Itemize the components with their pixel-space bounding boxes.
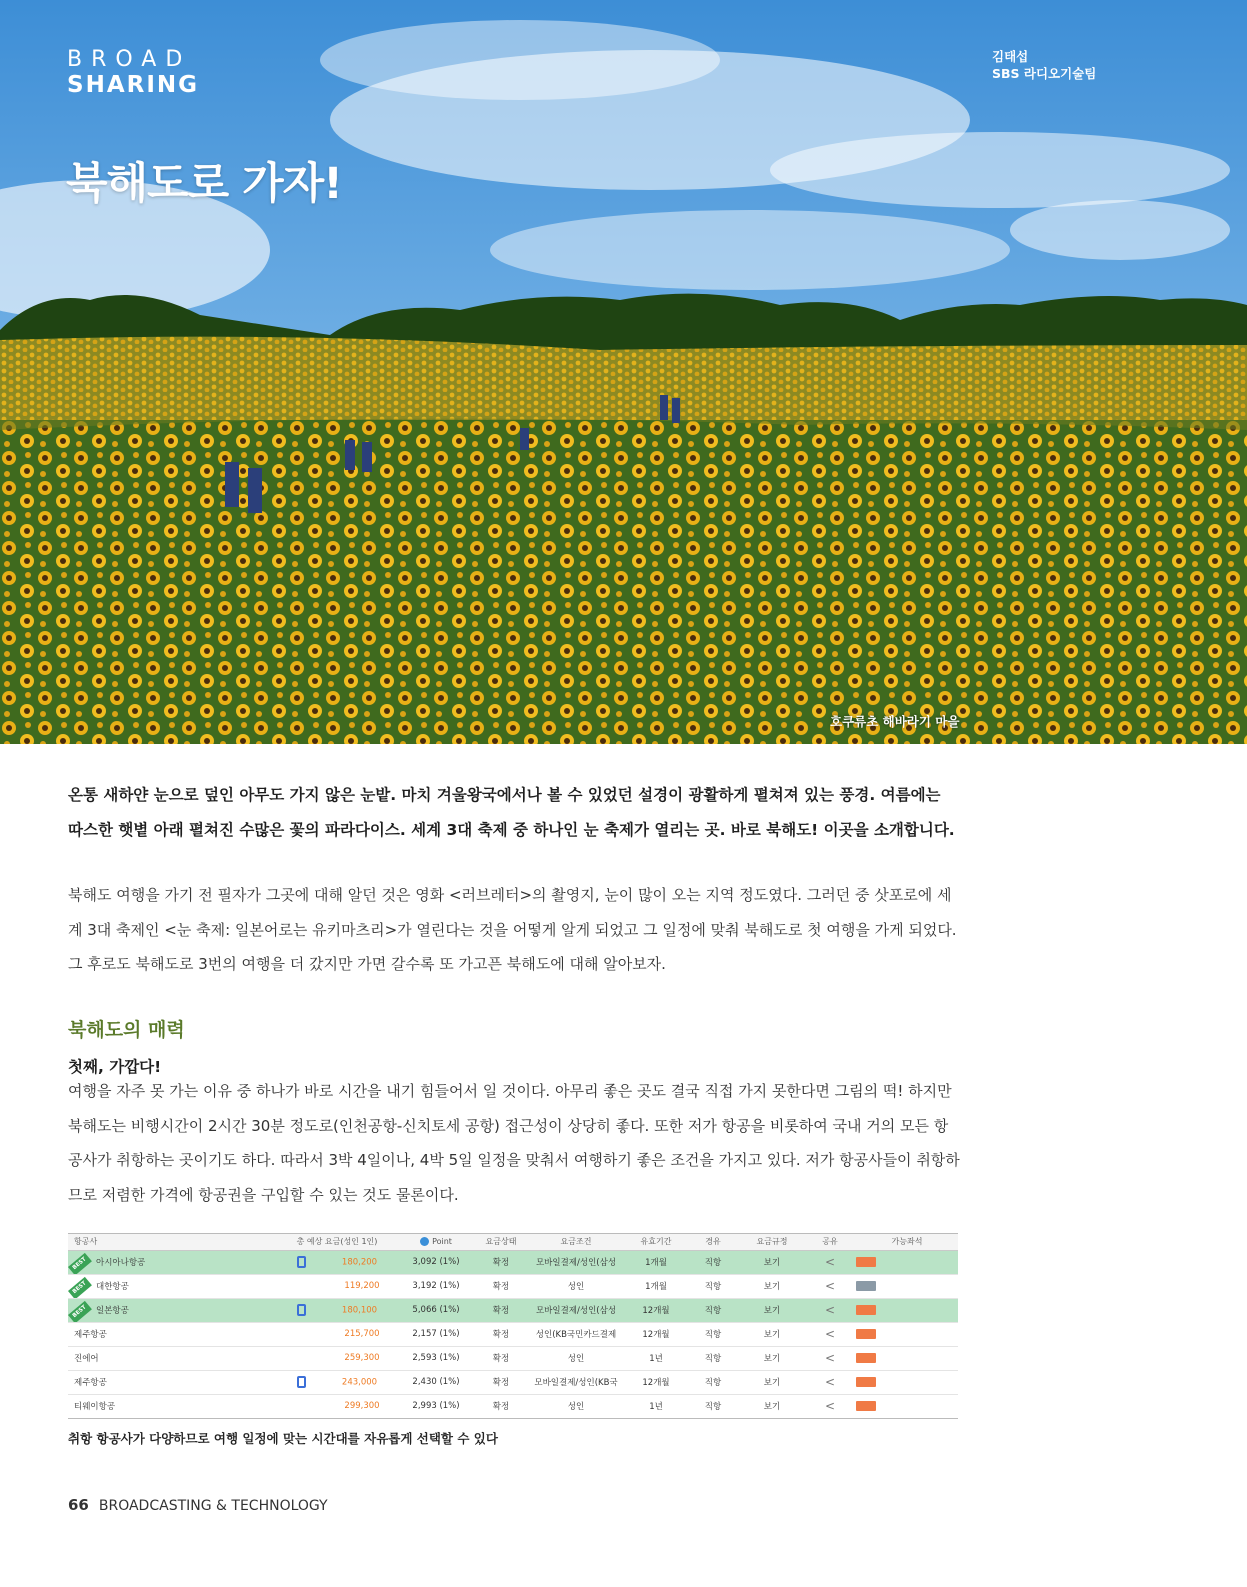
point-cell: 2,993 (1%)	[396, 1394, 476, 1418]
point-cell: 2,430 (1%)	[396, 1370, 476, 1394]
seat-flag-icon	[856, 1401, 876, 1411]
photo-caption: 호쿠류초 해바라기 마을	[830, 714, 960, 729]
col-rule: 요금규정	[740, 1234, 804, 1250]
status-cell: 확정	[476, 1298, 526, 1322]
condition-cell: 성인	[526, 1394, 626, 1418]
condition-cell: 성인	[526, 1274, 626, 1298]
price-cell: 243,000	[278, 1370, 396, 1394]
fare-table-screenshot	[68, 1233, 958, 1419]
seats-cell	[856, 1394, 958, 1418]
seat-flag-icon	[856, 1257, 876, 1267]
via-cell: 직항	[686, 1298, 740, 1322]
table-row[interactable]	[68, 1274, 958, 1298]
seat-flag-icon	[856, 1305, 876, 1315]
page-number: 66	[68, 1496, 89, 1514]
table-row[interactable]	[68, 1346, 958, 1370]
page-footer	[68, 1496, 328, 1514]
condition-cell: 성인(KB국민카드결제	[526, 1322, 626, 1346]
point-cell: 2,157 (1%)	[396, 1322, 476, 1346]
airline-cell: 진에어	[68, 1346, 278, 1370]
table-caption: 취항 항공사가 다양하므로 여행 일정에 맞는 시간대를 자유롭게 선택할 수 있다	[68, 1431, 498, 1446]
rule-link[interactable]: 보기	[740, 1274, 804, 1298]
magazine-name: BROADCASTING & TECHNOLOGY	[98, 1498, 328, 1514]
price-cell: 215,700	[278, 1322, 396, 1346]
via-cell: 직항	[686, 1346, 740, 1370]
share-icon[interactable]: <	[824, 1255, 836, 1269]
col-validity: 유효기간	[626, 1234, 686, 1250]
col-price: 총 예상 요금(성인 1인)	[278, 1234, 396, 1250]
status-cell: 확정	[476, 1322, 526, 1346]
via-cell: 직항	[686, 1322, 740, 1346]
best-badge: BEST	[68, 1252, 92, 1274]
section-subheading: 첫째, 가깝다!	[68, 1058, 162, 1076]
seats-cell	[856, 1250, 958, 1274]
seats-cell	[856, 1322, 958, 1346]
col-point: Point	[396, 1234, 476, 1250]
seat-flag-icon	[856, 1329, 876, 1339]
price-cell: 119,200	[278, 1274, 396, 1298]
section-heading: 북해도의 매력	[68, 1019, 185, 1041]
seats-cell	[856, 1370, 958, 1394]
via-cell: 직항	[686, 1274, 740, 1298]
share-cell[interactable]	[804, 1250, 856, 1274]
share-cell[interactable]	[804, 1322, 856, 1346]
lead-paragraph: 온통 새하얀 눈으로 덮인 아무도 가지 않은 눈밭. 마치 겨울왕국에서나 볼 수 있었던 설경이 광활하게 펼쳐져 있는 풍경. 여름에는 따스한 햇볕 아래 펼쳐진 수많은 꽃의 파라다이스. 세계 3대 축제 중 하나인 눈 축제가 열리는 곳. 바로 북해도! 이곳을 소개합니다.	[68, 786, 955, 839]
section-body-text: 여행을 자주 못 가는 이유 중 하나가 바로 시간을 내기 힘들어서 일 것이다. 아무리 좋은 곳도 결국 직접 가지 못한다면 그림의 떡! 하지만 북해도는 비행시간이 2시간 30분 정도로(인천공항-신치토세 공항) 접근성이 상당히 좋다. 또한 저가 항공을 비롯하여 국내 거의 모든 항공사가 취항하는 곳이기도 하다. 따라서 3박 4일이나, 4박 5일 일정을 맞춰서 여행하기 좋은 조건을 가지고 있다. 저가 항공사들이 취항하므로 저렴한 가격에 항공권을 구입할 수 있는 것도 물론이다.	[68, 1082, 960, 1204]
rule-link[interactable]: 보기	[740, 1370, 804, 1394]
share-cell[interactable]	[804, 1370, 856, 1394]
table-row[interactable]	[68, 1250, 958, 1274]
brand-line2: SHARING	[67, 72, 200, 98]
condition-cell: 모바일결제/성인(삼성	[526, 1298, 626, 1322]
rule-link[interactable]: 보기	[740, 1250, 804, 1274]
author-name: 김태섭	[992, 49, 1029, 64]
col-via: 경유	[686, 1234, 740, 1250]
airline-cell: 티웨이항공	[68, 1394, 278, 1418]
rule-link[interactable]: 보기	[740, 1298, 804, 1322]
share-icon[interactable]: <	[824, 1327, 836, 1341]
best-badge: BEST	[68, 1300, 92, 1322]
hero-photo	[0, 0, 1247, 744]
via-cell: 직항	[686, 1250, 740, 1274]
validity-cell: 1년	[626, 1394, 686, 1418]
fare-table	[68, 1234, 958, 1419]
status-cell: 확정	[476, 1250, 526, 1274]
share-cell[interactable]	[804, 1394, 856, 1418]
rule-link[interactable]: 보기	[740, 1346, 804, 1370]
validity-cell: 1개월	[626, 1250, 686, 1274]
share-cell[interactable]	[804, 1346, 856, 1370]
table-header-row	[68, 1234, 958, 1250]
validity-cell: 12개월	[626, 1322, 686, 1346]
share-icon[interactable]: <	[824, 1351, 836, 1365]
condition-cell: 성인	[526, 1346, 626, 1370]
col-seats: 가능좌석	[856, 1234, 958, 1250]
price-cell: 180,100	[278, 1298, 396, 1322]
point-cell: 3,192 (1%)	[396, 1274, 476, 1298]
share-icon[interactable]: <	[824, 1399, 836, 1413]
status-cell: 확정	[476, 1274, 526, 1298]
airline-cell: BEST 아시아나항공	[68, 1250, 278, 1274]
condition-cell: 모바일결제/성인(삼성	[526, 1250, 626, 1274]
via-cell: 직항	[686, 1394, 740, 1418]
seat-flag-icon	[856, 1353, 876, 1363]
point-cell: 5,066 (1%)	[396, 1298, 476, 1322]
share-cell[interactable]	[804, 1274, 856, 1298]
point-cell: 2,593 (1%)	[396, 1346, 476, 1370]
share-cell[interactable]	[804, 1298, 856, 1322]
airline-cell: 제주항공	[68, 1370, 278, 1394]
seats-cell	[856, 1298, 958, 1322]
condition-cell: 모바일결제/성인(KB국	[526, 1370, 626, 1394]
col-airline: 항공사	[68, 1234, 278, 1250]
mobile-icon	[297, 1304, 306, 1316]
brand-line1: BROAD	[67, 47, 192, 72]
airline-cell: 제주항공	[68, 1322, 278, 1346]
table-row[interactable]	[68, 1298, 958, 1322]
status-cell: 확정	[476, 1346, 526, 1370]
col-share: 공유	[804, 1234, 856, 1250]
seat-flag-icon	[856, 1281, 876, 1291]
share-icon[interactable]: <	[824, 1279, 836, 1293]
price-cell: 299,300	[278, 1394, 396, 1418]
validity-cell: 1개월	[626, 1274, 686, 1298]
rule-link[interactable]: 보기	[740, 1322, 804, 1346]
status-cell: 확정	[476, 1370, 526, 1394]
table-row[interactable]	[68, 1394, 958, 1418]
table-row[interactable]	[68, 1370, 958, 1394]
rule-link[interactable]: 보기	[740, 1394, 804, 1418]
validity-cell: 1년	[626, 1346, 686, 1370]
price-cell: 180,200	[278, 1250, 396, 1274]
article-title: 북해도로 가자!	[66, 159, 342, 209]
author-info	[992, 48, 1096, 82]
seats-cell	[856, 1274, 958, 1298]
intro-paragraph: 북해도 여행을 가기 전 필자가 그곳에 대해 알던 것은 영화 <러브레터>의 촬영지, 눈이 많이 오는 지역 정도였다. 그러던 중 삿포로에 세계 3대 축제인 <눈 축제: 일본어로는 유키마츠리>가 열린다는 것을 어떻게 알게 되었고 그 일정에 맞춰 북해도로 첫 여행을 가게 되었다. 그 후로도 북해도로 3번의 여행을 더 갔지만 가면 갈수록 또 가고픈 북해도에 대해 알아보자.	[68, 886, 957, 973]
airline-cell: BEST 일본항공	[68, 1298, 278, 1322]
share-icon[interactable]: <	[824, 1303, 836, 1317]
mobile-icon	[297, 1256, 306, 1268]
validity-cell: 12개월	[626, 1370, 686, 1394]
table-row[interactable]	[68, 1322, 958, 1346]
sunflower-field-image	[0, 0, 1247, 744]
col-condition: 요금조건	[526, 1234, 626, 1250]
point-cell: 3,092 (1%)	[396, 1250, 476, 1274]
airline-cell: BEST 대한항공	[68, 1274, 278, 1298]
brand-logo	[67, 48, 199, 98]
best-badge: BEST	[68, 1276, 92, 1298]
share-icon[interactable]: <	[824, 1375, 836, 1389]
via-cell: 직항	[686, 1370, 740, 1394]
author-dept: SBS 라디오기술팀	[992, 66, 1097, 81]
seat-flag-icon	[856, 1377, 876, 1387]
mobile-icon	[297, 1376, 306, 1388]
validity-cell: 12개월	[626, 1298, 686, 1322]
seats-cell	[856, 1346, 958, 1370]
info-icon	[420, 1237, 429, 1246]
status-cell: 확정	[476, 1394, 526, 1418]
price-cell: 259,300	[278, 1346, 396, 1370]
col-status: 요금상태	[476, 1234, 526, 1250]
